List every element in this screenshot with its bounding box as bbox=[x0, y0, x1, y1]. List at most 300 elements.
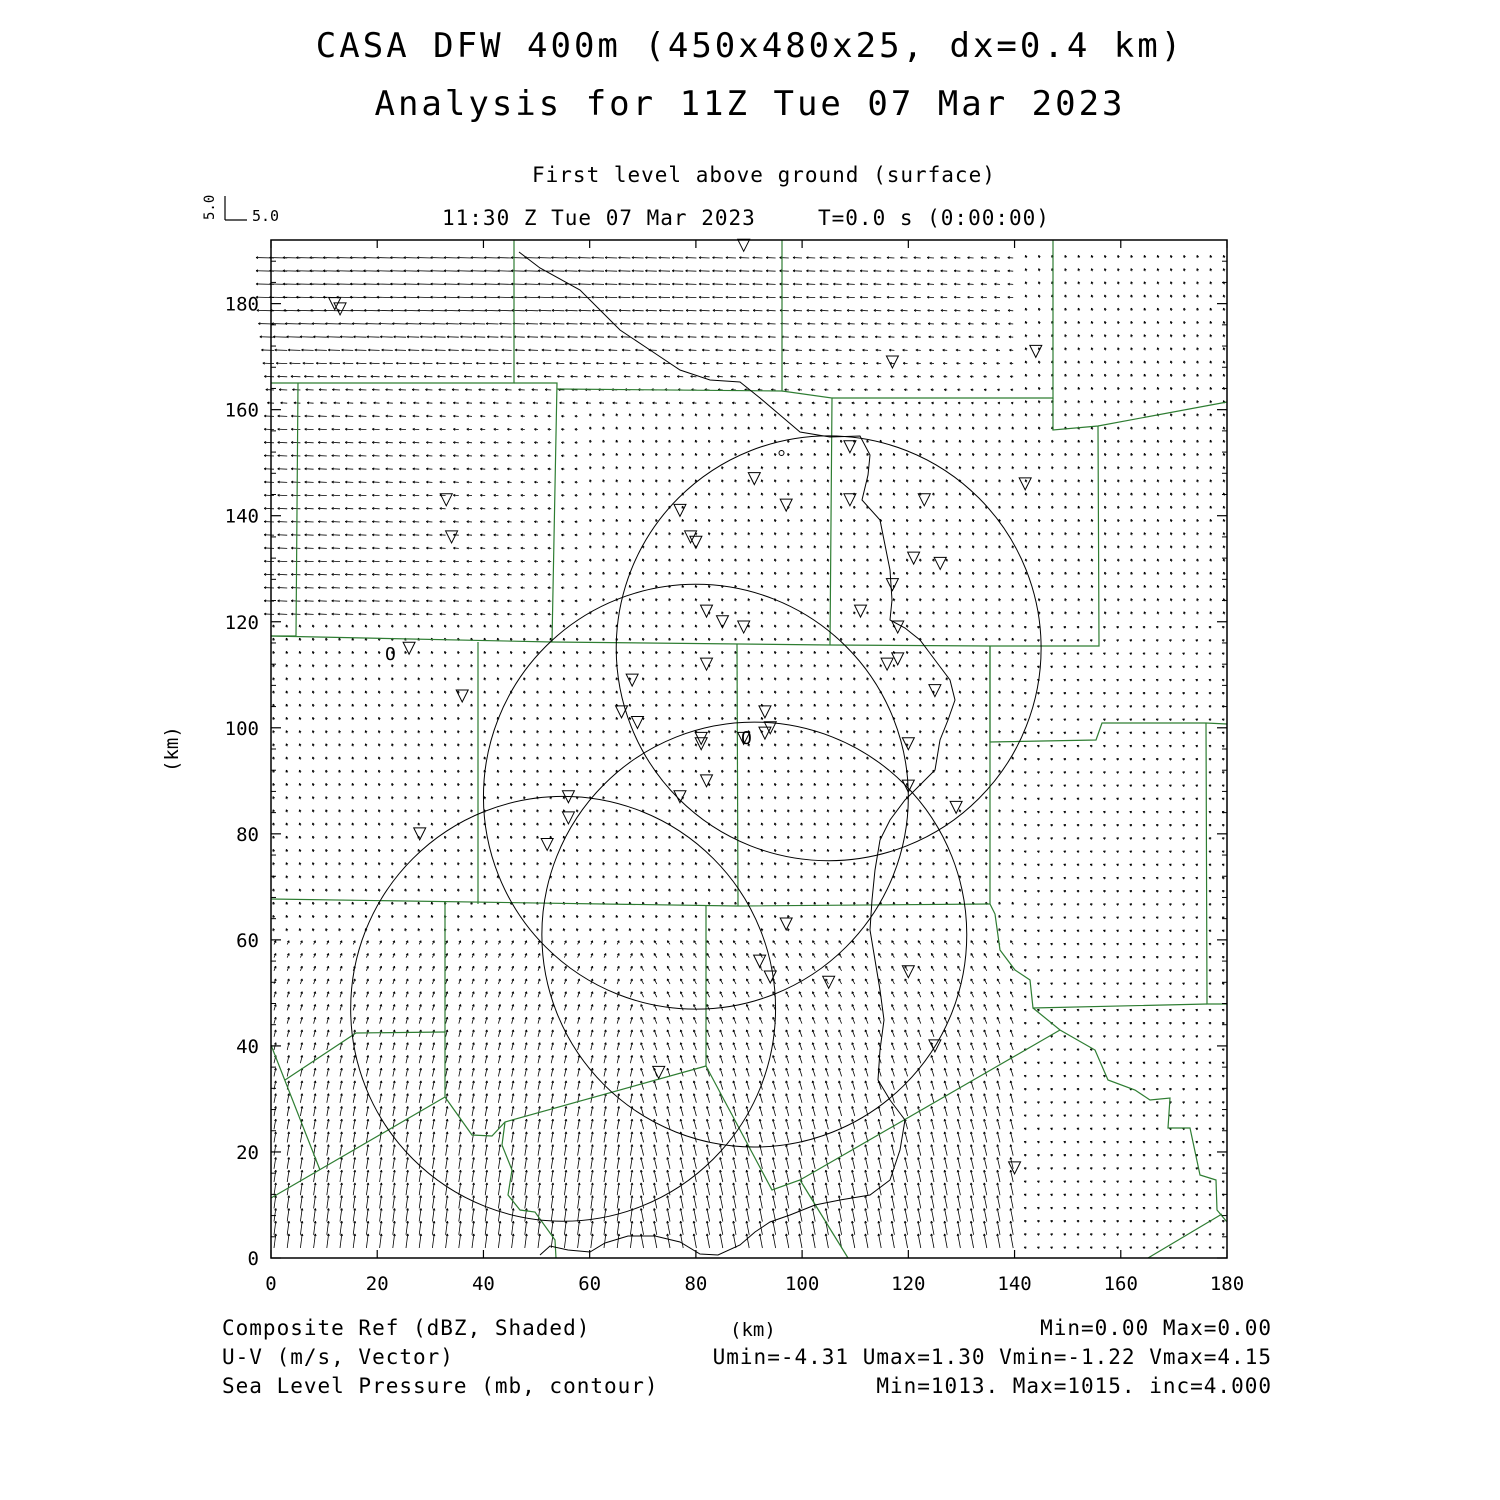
wind-vector bbox=[576, 704, 578, 707]
wind-vector bbox=[471, 744, 473, 747]
wind-vector bbox=[632, 270, 644, 272]
wind-vector bbox=[353, 1017, 355, 1023]
wind-vector bbox=[695, 612, 697, 615]
wind-vector bbox=[274, 1157, 277, 1168]
wind-vector bbox=[467, 587, 472, 589]
wind-vector bbox=[827, 929, 829, 932]
wind-vector bbox=[707, 1004, 710, 1010]
wind-vector bbox=[812, 1208, 815, 1221]
wind-vector bbox=[774, 731, 776, 734]
wind-vector bbox=[340, 979, 342, 984]
wind-vector bbox=[484, 296, 498, 298]
wind-vector bbox=[345, 587, 353, 589]
wind-vector bbox=[878, 1106, 881, 1116]
wind-vector bbox=[878, 1145, 881, 1156]
wind-vector bbox=[480, 415, 485, 417]
wind-vector bbox=[352, 849, 354, 852]
wind-vector bbox=[854, 744, 856, 747]
wind-vector bbox=[318, 375, 327, 377]
wind-vector bbox=[372, 441, 379, 443]
wind-vector bbox=[656, 638, 658, 641]
wind-vector bbox=[417, 270, 432, 272]
wind-vector bbox=[893, 427, 895, 430]
wind-vector bbox=[707, 1017, 710, 1023]
wind-vector bbox=[498, 296, 512, 298]
wind-vector bbox=[840, 915, 842, 918]
wind-vector bbox=[274, 1004, 276, 1010]
wind-vector bbox=[576, 770, 578, 773]
wind-vector bbox=[393, 1030, 395, 1037]
wind-vector bbox=[889, 349, 894, 351]
wind-vector bbox=[537, 849, 539, 852]
wind-vector bbox=[432, 1234, 435, 1248]
wind-vector bbox=[814, 612, 816, 615]
wind-vector bbox=[378, 810, 380, 813]
wind-vector bbox=[510, 744, 512, 747]
wind-vector bbox=[772, 1106, 775, 1116]
wind-vector bbox=[472, 1068, 474, 1076]
wind-vector bbox=[340, 1081, 342, 1090]
wind-vector bbox=[760, 941, 763, 945]
wind-vector bbox=[799, 1221, 802, 1235]
wind-vector bbox=[891, 1081, 894, 1090]
wind-vector bbox=[604, 1145, 607, 1156]
wind-vector bbox=[814, 863, 816, 866]
wind-vector bbox=[906, 651, 908, 654]
wind-vector bbox=[629, 744, 631, 747]
wind-vector bbox=[339, 691, 341, 694]
wind-vector bbox=[693, 1094, 696, 1103]
wind-vector bbox=[326, 849, 328, 852]
wind-vector bbox=[728, 336, 736, 338]
wind-vector bbox=[432, 1157, 435, 1168]
wind-vector bbox=[604, 1043, 606, 1050]
wind-vector bbox=[444, 889, 446, 892]
wind-vector bbox=[419, 1017, 421, 1023]
wind-vector bbox=[300, 1221, 303, 1235]
wind-vector bbox=[418, 929, 420, 932]
wind-vector bbox=[839, 979, 842, 984]
wind-vector bbox=[820, 296, 829, 298]
wind-vector bbox=[286, 757, 288, 760]
wind-vector bbox=[669, 546, 671, 549]
wind-vector bbox=[521, 468, 525, 470]
wind-vector bbox=[854, 453, 856, 456]
wind-vector bbox=[404, 309, 419, 311]
wind-vector bbox=[413, 587, 419, 589]
wind-vector bbox=[352, 810, 354, 813]
wind-vector bbox=[392, 889, 394, 892]
wind-vector bbox=[480, 534, 485, 536]
wind-vector bbox=[720, 1170, 723, 1182]
wind-vector bbox=[486, 323, 498, 325]
wind-vector bbox=[788, 599, 790, 602]
wind-vector bbox=[431, 757, 433, 760]
wind-vector bbox=[484, 797, 486, 800]
wind-vector bbox=[526, 323, 538, 325]
wind-vector bbox=[733, 1183, 736, 1195]
wind-vector bbox=[326, 625, 328, 628]
wind-vector bbox=[920, 467, 922, 470]
wind-vector bbox=[761, 810, 763, 813]
wind-vector bbox=[654, 1157, 657, 1168]
wind-vector bbox=[507, 468, 511, 470]
wind-vector bbox=[786, 1081, 789, 1090]
wind-vector bbox=[432, 1221, 435, 1235]
wind-vector bbox=[852, 1055, 855, 1063]
wind-vector bbox=[320, 402, 326, 404]
wind-vector bbox=[906, 849, 908, 852]
wind-vector bbox=[412, 389, 419, 391]
wind-vector bbox=[372, 455, 379, 457]
wind-vector bbox=[669, 467, 671, 470]
wind-vector bbox=[380, 1119, 382, 1129]
wind-vector bbox=[656, 863, 658, 866]
wind-vector bbox=[507, 428, 511, 430]
wind-vector bbox=[616, 876, 618, 879]
wind-vector bbox=[339, 823, 341, 826]
wind-vector bbox=[406, 979, 408, 984]
wind-vector bbox=[444, 257, 459, 259]
wind-vector bbox=[827, 546, 829, 549]
wind-vector bbox=[542, 349, 551, 351]
wind-vector bbox=[380, 1183, 383, 1195]
wind-vector bbox=[840, 836, 842, 839]
wind-vector bbox=[578, 1081, 580, 1090]
wind-vector bbox=[761, 572, 763, 575]
wind-vector bbox=[340, 953, 342, 957]
wind-vector bbox=[695, 823, 697, 826]
wind-vector bbox=[863, 362, 868, 364]
wind-vector bbox=[707, 979, 710, 984]
wind-vector bbox=[893, 783, 895, 786]
wind-vector bbox=[485, 1208, 488, 1221]
wind-vector bbox=[677, 375, 683, 377]
wind-vector bbox=[833, 283, 841, 285]
wind-vector bbox=[629, 599, 631, 602]
wind-vector bbox=[339, 863, 341, 866]
wind-vector bbox=[880, 572, 882, 575]
wind-vector bbox=[720, 941, 723, 945]
wind-vector bbox=[616, 559, 618, 562]
wind-vector bbox=[840, 533, 842, 536]
wind-vector bbox=[480, 573, 485, 575]
wind-vector bbox=[300, 1030, 302, 1037]
wind-vector bbox=[300, 336, 314, 338]
wind-vector bbox=[850, 375, 854, 377]
wind-vector bbox=[812, 992, 815, 998]
wind-vector bbox=[299, 757, 301, 760]
wind-vector bbox=[862, 336, 868, 338]
wind-vector bbox=[318, 494, 327, 496]
wind-vector bbox=[761, 915, 763, 918]
wind-vector bbox=[722, 678, 724, 681]
wind-vector bbox=[359, 587, 367, 589]
wind-vector bbox=[393, 1221, 396, 1235]
wind-vector bbox=[314, 979, 316, 984]
wind-vector bbox=[576, 915, 578, 918]
wind-vector bbox=[630, 1157, 633, 1168]
wind-vector bbox=[326, 823, 328, 826]
wind-vector bbox=[484, 717, 486, 720]
wind-vector bbox=[366, 1106, 368, 1116]
wind-vector bbox=[467, 441, 472, 443]
wind-vector bbox=[477, 375, 485, 377]
wind-vector bbox=[735, 625, 737, 628]
wind-vector bbox=[691, 375, 697, 377]
wind-vector bbox=[722, 744, 724, 747]
wind-vector bbox=[840, 849, 842, 852]
wind-vector bbox=[287, 1221, 290, 1235]
wind-vector bbox=[563, 783, 565, 786]
wind-vector bbox=[748, 849, 750, 852]
wind-vector bbox=[669, 651, 671, 654]
wind-vector bbox=[286, 823, 288, 826]
wind-vector bbox=[838, 1183, 841, 1195]
wind-vector bbox=[472, 1081, 474, 1090]
wind-vector bbox=[352, 691, 354, 694]
wind-vector bbox=[488, 349, 498, 351]
wind-vector bbox=[274, 1094, 276, 1103]
wind-vector bbox=[838, 1132, 841, 1142]
wind-vector bbox=[578, 1132, 581, 1142]
wind-vector bbox=[353, 1119, 355, 1129]
wind-vector bbox=[440, 587, 446, 589]
wind-vector bbox=[570, 362, 578, 364]
wind-vector bbox=[788, 836, 790, 839]
wind-vector bbox=[498, 1043, 500, 1050]
wind-vector bbox=[564, 1196, 567, 1209]
wind-vector bbox=[720, 1043, 723, 1050]
wind-vector bbox=[840, 744, 842, 747]
wind-vector bbox=[774, 823, 776, 826]
wind-vector bbox=[339, 665, 341, 668]
wind-vector bbox=[656, 691, 658, 694]
wind-vector bbox=[720, 1017, 723, 1023]
wind-vector bbox=[340, 1132, 343, 1142]
wind-vector bbox=[722, 717, 724, 720]
wind-vector bbox=[667, 1221, 670, 1235]
wind-vector bbox=[735, 929, 737, 932]
wind-vector bbox=[840, 625, 842, 628]
wind-vector bbox=[467, 481, 472, 483]
wind-vector bbox=[459, 1119, 461, 1129]
wind-vector bbox=[629, 559, 631, 562]
wind-vector bbox=[706, 1081, 709, 1090]
wind-vector bbox=[708, 849, 710, 852]
wind-vector bbox=[521, 494, 525, 496]
wind-vector bbox=[525, 966, 527, 971]
wind-vector bbox=[590, 559, 592, 562]
wind-vector bbox=[603, 519, 605, 522]
wind-vector bbox=[603, 467, 605, 470]
wind-vector bbox=[920, 480, 922, 483]
wind-vector bbox=[404, 296, 419, 298]
wind-vector bbox=[854, 414, 856, 417]
wind-vector bbox=[640, 1068, 643, 1076]
wind-vector bbox=[498, 1157, 501, 1168]
wind-vector bbox=[747, 941, 750, 945]
wind-vector bbox=[867, 559, 869, 562]
wind-vector bbox=[563, 915, 565, 918]
wind-vector bbox=[801, 506, 803, 509]
wind-vector bbox=[327, 941, 329, 945]
wind-vector bbox=[833, 270, 841, 272]
wind-vector bbox=[920, 915, 922, 918]
wind-vector bbox=[538, 1170, 541, 1182]
wind-vector bbox=[286, 783, 288, 786]
wind-vector bbox=[669, 770, 671, 773]
wind-vector bbox=[264, 521, 274, 523]
wind-vector bbox=[801, 849, 803, 852]
wind-vector bbox=[512, 1081, 514, 1090]
wind-vector bbox=[550, 810, 552, 813]
wind-vector bbox=[352, 902, 354, 905]
wind-vector bbox=[626, 402, 630, 404]
wind-vector bbox=[551, 1068, 553, 1076]
wind-vector bbox=[616, 440, 618, 443]
wind-vector bbox=[603, 876, 605, 879]
wind-vector bbox=[353, 1208, 356, 1221]
wind-vector bbox=[472, 1106, 474, 1116]
wind-vector bbox=[551, 1208, 554, 1221]
wind-vector bbox=[864, 376, 868, 378]
wind-vector bbox=[739, 257, 749, 259]
wind-vector bbox=[418, 889, 420, 892]
wind-vector bbox=[446, 979, 448, 984]
wind-vector bbox=[318, 428, 327, 430]
wind-vector bbox=[874, 257, 882, 259]
wind-vector bbox=[774, 757, 776, 760]
wind-vector bbox=[662, 349, 670, 351]
wind-vector bbox=[418, 744, 420, 747]
wind-vector bbox=[431, 849, 433, 852]
wind-vector bbox=[603, 915, 605, 918]
wind-vector bbox=[353, 953, 355, 957]
wind-vector bbox=[590, 546, 592, 549]
wind-vector bbox=[305, 494, 314, 496]
wind-vector bbox=[353, 1094, 355, 1103]
wind-vector bbox=[564, 1170, 567, 1182]
wind-vector bbox=[640, 1132, 643, 1142]
wind-vector bbox=[413, 507, 419, 509]
wind-vector bbox=[748, 929, 750, 932]
wind-vector bbox=[386, 468, 393, 470]
wind-vector bbox=[847, 296, 855, 298]
wind-vector bbox=[510, 849, 512, 852]
wind-vector bbox=[920, 823, 922, 826]
wind-vector bbox=[274, 953, 276, 957]
wind-vector bbox=[286, 863, 288, 866]
wind-vector bbox=[548, 428, 551, 430]
wind-vector bbox=[774, 533, 776, 536]
wind-vector bbox=[471, 889, 473, 892]
wind-vector bbox=[654, 1145, 657, 1156]
wind-vector bbox=[498, 1068, 500, 1076]
wind-vector bbox=[327, 1196, 330, 1209]
wind-vector bbox=[494, 600, 499, 602]
wind-vector bbox=[708, 572, 710, 575]
wind-vector bbox=[300, 1208, 303, 1221]
wind-vector bbox=[399, 455, 406, 457]
wind-vector bbox=[814, 493, 816, 496]
wind-vector bbox=[629, 651, 631, 654]
wind-vector bbox=[365, 665, 367, 668]
wind-vector bbox=[893, 757, 895, 760]
wind-vector bbox=[345, 494, 353, 496]
wind-vector bbox=[353, 1055, 355, 1063]
wind-vector bbox=[867, 638, 869, 641]
wind-vector bbox=[616, 480, 618, 483]
wind-vector bbox=[524, 849, 526, 852]
wind-vector bbox=[722, 493, 724, 496]
wind-vector bbox=[918, 1030, 921, 1037]
wind-vector bbox=[366, 1157, 369, 1168]
wind-vector bbox=[903, 349, 908, 351]
wind-vector bbox=[551, 1004, 553, 1010]
wind-vector bbox=[797, 375, 802, 377]
wind-vector bbox=[814, 810, 816, 813]
wind-vector bbox=[642, 915, 644, 918]
wind-vector bbox=[458, 810, 460, 813]
wind-vector bbox=[316, 362, 327, 364]
wind-vector bbox=[538, 1119, 540, 1129]
wind-vector bbox=[406, 1043, 408, 1050]
wind-vector bbox=[867, 770, 869, 773]
wind-vector bbox=[472, 1208, 475, 1221]
wind-vector bbox=[708, 678, 710, 681]
wind-vector bbox=[838, 1157, 841, 1168]
wind-vector bbox=[827, 797, 829, 800]
wind-vector bbox=[840, 453, 842, 456]
wind-vector bbox=[419, 1221, 422, 1235]
wind-vector bbox=[801, 440, 803, 443]
wind-vector bbox=[590, 678, 592, 681]
wind-vector bbox=[525, 979, 527, 984]
wind-vector bbox=[865, 979, 868, 984]
wind-vector bbox=[273, 757, 275, 760]
wind-vector bbox=[672, 283, 683, 285]
wind-vector bbox=[695, 599, 697, 602]
wind-vector bbox=[405, 651, 407, 654]
wind-vector bbox=[708, 506, 710, 509]
wind-vector bbox=[659, 309, 670, 311]
wind-vector bbox=[654, 992, 657, 998]
wind-vector bbox=[695, 929, 697, 932]
wind-vector bbox=[860, 309, 868, 311]
wind-vector bbox=[444, 283, 459, 285]
wind-vector bbox=[366, 1221, 369, 1235]
wind-vector bbox=[564, 953, 566, 957]
wind-vector bbox=[607, 323, 618, 325]
wind-vector bbox=[920, 585, 922, 588]
title-line-1: CASA DFW 400m (450x480x25, dx=0.4 km) bbox=[0, 26, 1500, 66]
wind-vector bbox=[722, 770, 724, 773]
wind-vector bbox=[686, 309, 696, 311]
wind-vector bbox=[669, 810, 671, 813]
wind-vector bbox=[867, 863, 869, 866]
wind-vector bbox=[590, 414, 592, 417]
wind-vector bbox=[538, 1157, 541, 1168]
wind-vector bbox=[642, 704, 644, 707]
wind-vector bbox=[654, 1043, 657, 1050]
wind-vector bbox=[630, 1196, 633, 1209]
wind-vector bbox=[865, 402, 868, 404]
wind-vector bbox=[413, 402, 419, 404]
wind-vector bbox=[780, 309, 789, 311]
wind-vector bbox=[640, 1221, 643, 1235]
wind-vector bbox=[472, 1170, 475, 1182]
